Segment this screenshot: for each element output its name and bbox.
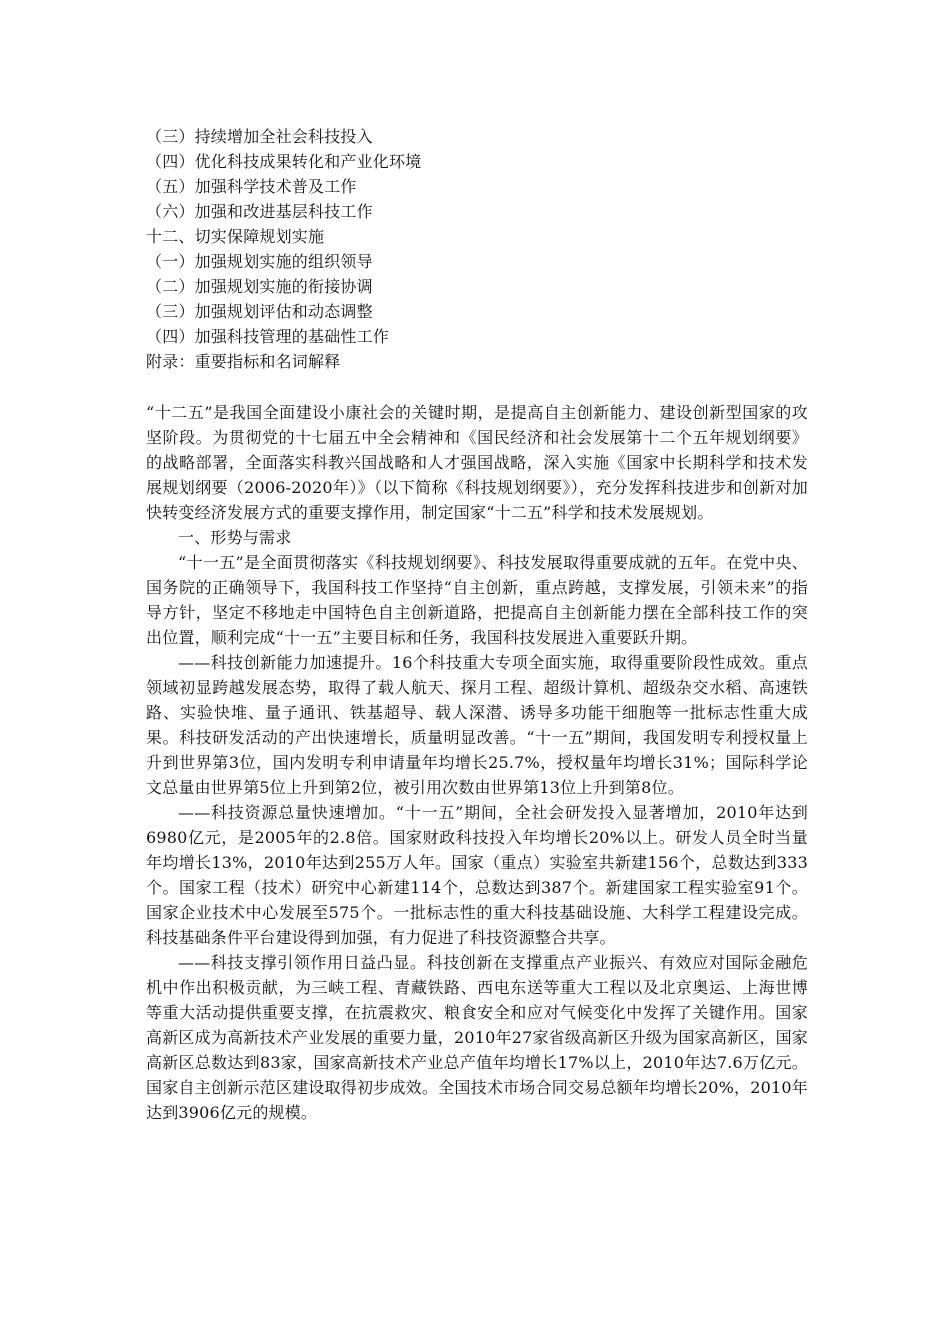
toc-item: （二）加强规划实施的衔接协调 [146,277,373,296]
toc-item: （五）加强科学技术普及工作 [146,177,357,196]
toc-item: （一）加强规划实施的组织领导 [146,252,373,271]
toc-item: （三）持续增加全社会科技投入 [146,127,373,146]
toc-item: 十二、切实保障规划实施 [146,227,325,246]
toc-list [146,124,808,374]
toc-item-appendix: 附录：重要指标和名词解释 [146,352,341,371]
document-page [146,124,808,1125]
body-paragraph: ——科技资源总量快速增加。“十一五”期间，全社会研发投入显著增加，2010年达到6980亿元，是2005年的2.8倍。国家财政科技投入年均增长20%以上。研发人员全时当量年均增长13%，2010年达到255万人年。国家（重点）实验室共新建156个，总数达到333个。国家工程（技术）研究中心新建114个，总数达到387个。新建国家工程实验室91个。国家企业技术中心发展至575个。一批标志性的重大科技基础设施、大科学工程建设完成。科技基础条件平台建设得到加强，有力促进了科技资源整合共享。 [146,803,808,947]
toc-item: （六）加强和改进基层科技工作 [146,202,373,221]
spacer [146,374,808,400]
intro-paragraph: “十二五”是我国全面建设小康社会的关键时期，是提高自主创新能力、建设创新型国家的攻坚阶段。为贯彻党的十七届五中全会精神和《国民经济和社会发展第十二个五年规划纲要》的战略部署，全面落实科教兴国战略和人才强国战略，深入实施《国家中长期科学和技术发展规划纲要（2006-2020年）》（以下简称《科技规划纲要》），充分发挥科技进步和创新对加快转变经济发展方式的重要支撑作用，制定国家“十二五”科学和技术发展规划。 [146,403,808,522]
body-paragraph: “十一五”是全面贯彻落实《科技规划纲要》、科技发展取得重要成就的五年。在党中央、国务院的正确领导下，我国科技工作坚持“自主创新，重点跨越，支撑发展，引领未来”的指导方针，坚定不移地走中国特色自主创新道路，把提高自主创新能力摆在全部科技工作的突出位置，顺利完成“十一五”主要目标和任务，我国科技发展进入重要跃升期。 [146,553,808,647]
toc-item: （四）加强科技管理的基础性工作 [146,327,390,346]
toc-item: （四）优化科技成果转化和产业化环境 [146,152,422,171]
toc-item: （三）加强规划评估和动态调整 [146,302,373,321]
body-paragraph: ——科技创新能力加速提升。16个科技重大专项全面实施，取得重要阶段性成效。重点领域初显跨越发展态势，取得了载人航天、探月工程、超级计算机、超级杂交水稻、高速铁路、实验快堆、量子通讯、铁基超导、载人深潜、诱导多功能干细胞等一批标志性重大成果。科技研发活动的产出快速增长，质量明显改善。“十一五”期间，我国发明专利授权量上升到世界第3位，国内发明专利申请量年均增长25.7%，授权量年均增长31%；国际科学论文总量由世界第5位上升到第2位，被引用次数由世界第13位上升到第8位。 [146,653,808,797]
body-paragraph: ——科技支撑引领作用日益凸显。科技创新在支撑重点产业振兴、有效应对国际金融危机中作出积极贡献，为三峡工程、青藏铁路、西电东送等重大工程以及北京奥运、上海世博等重大活动提供重要支撑，在抗震救灾、粮食安全和应对气候变化中发挥了关键作用。国家高新区成为高新技术产业发展的重要力量，2010年27家省级高新区升级为国家高新区，国家高新区总数达到83家，国家高新技术产业总产值年均增长17%以上，2010年达7.6万亿元。国家自主创新示范区建设取得初步成效。全国技术市场合同交易总额年均增长20%，2010年达到3906亿元的规模。 [146,953,808,1122]
section-heading: 一、形势与需求 [178,528,292,547]
